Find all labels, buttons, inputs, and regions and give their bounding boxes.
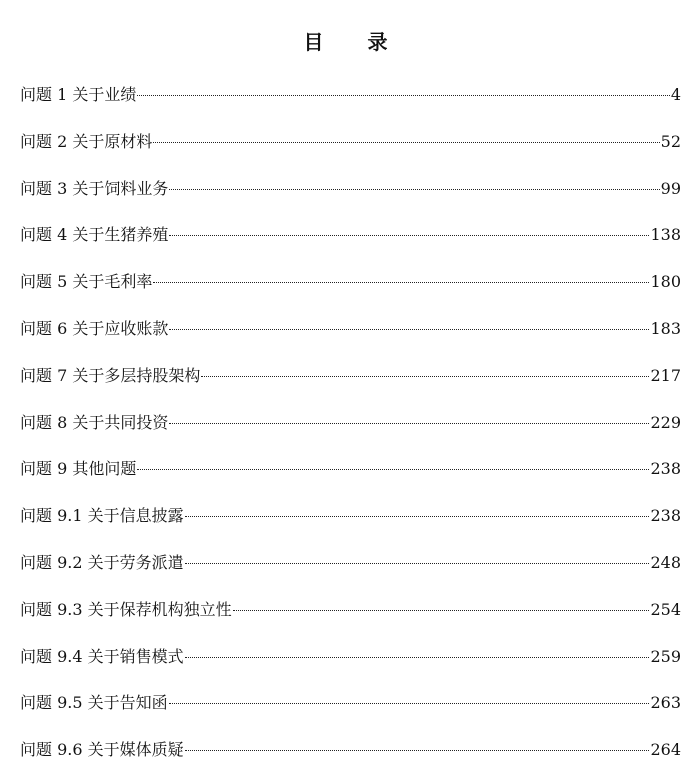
toc-entry[interactable] — [20, 593, 681, 640]
toc-entry[interactable] — [20, 359, 681, 406]
toc-entry-label: 问题 9.2 关于劳务派遣 — [20, 552, 184, 572]
toc-dot-leader — [169, 235, 649, 236]
toc-dot-leader — [169, 189, 659, 190]
toc-dot-leader — [169, 423, 649, 424]
toc-entry-label: 问题 9.4 关于销售模式 — [20, 646, 184, 666]
toc-entry-label: 问题 2 关于原材料 — [20, 131, 153, 151]
toc-entry-page: 138 — [650, 225, 681, 245]
toc-entry-page: 4 — [670, 85, 681, 104]
toc-entry[interactable] — [20, 452, 681, 499]
toc-entry-page: 183 — [650, 318, 681, 338]
toc-entry[interactable] — [20, 218, 681, 265]
toc-dot-leader — [185, 563, 650, 564]
toc-entry-page: 238 — [650, 459, 681, 479]
toc-entry-page: 99 — [660, 178, 681, 198]
toc-entry[interactable] — [20, 78, 681, 125]
toc-entry[interactable] — [20, 733, 681, 780]
toc-entry[interactable] — [20, 406, 681, 453]
toc-entry-page: 229 — [650, 412, 681, 432]
toc-dot-leader — [169, 703, 650, 704]
toc-entry-label: 问题 9.3 关于保荐机构独立性 — [20, 599, 232, 619]
toc-dot-leader — [185, 750, 650, 751]
toc-dot-leader — [153, 282, 649, 283]
toc-dot-leader — [185, 657, 650, 658]
toc-entry-label: 问题 8 关于共同投资 — [20, 412, 169, 432]
toc-list — [20, 78, 681, 780]
toc-entry-label: 问题 4 关于生猪养殖 — [20, 225, 169, 245]
toc-entry-label: 问题 6 关于应收账款 — [20, 318, 169, 338]
toc-entry-label: 问题 9.5 关于告知函 — [20, 693, 168, 713]
toc-entry-page: 217 — [650, 365, 681, 385]
toc-dot-leader — [201, 376, 649, 377]
toc-entry-page: 263 — [650, 693, 681, 713]
toc-entry-page: 264 — [650, 740, 681, 760]
toc-entry-page: 254 — [650, 599, 681, 619]
toc-dot-leader — [153, 142, 659, 143]
toc-entry-label: 问题 3 关于饲料业务 — [20, 178, 169, 198]
toc-entry-page: 238 — [650, 506, 681, 526]
toc-dot-leader — [169, 329, 649, 330]
toc-entry-label: 问题 9 其他问题 — [20, 459, 137, 479]
toc-entry-label: 问题 1 关于业绩 — [20, 85, 137, 104]
toc-entry-page: 259 — [650, 646, 681, 666]
toc-entry[interactable] — [20, 640, 681, 687]
toc-entry[interactable] — [20, 499, 681, 546]
toc-entry[interactable] — [20, 172, 681, 219]
toc-entry-label: 问题 9.6 关于媒体质疑 — [20, 740, 184, 760]
toc-entry[interactable] — [20, 686, 681, 733]
toc-entry-label: 问题 9.1 关于信息披露 — [20, 506, 184, 526]
toc-entry[interactable] — [20, 125, 681, 172]
toc-dot-leader — [137, 95, 669, 96]
toc-dot-leader — [137, 469, 649, 470]
toc-entry[interactable] — [20, 546, 681, 593]
toc-entry-label: 问题 7 关于多层持股架构 — [20, 365, 201, 385]
toc-entry-page: 248 — [650, 552, 681, 572]
toc-entry-page: 180 — [650, 272, 681, 292]
toc-dot-leader — [233, 610, 650, 611]
toc-entry-label: 问题 5 关于毛利率 — [20, 272, 153, 292]
toc-entry[interactable] — [20, 265, 681, 312]
toc-dot-leader — [185, 516, 650, 517]
toc-entry-page: 52 — [660, 131, 681, 151]
toc-entry[interactable] — [20, 312, 681, 359]
toc-title: 目 录 — [303, 30, 400, 54]
